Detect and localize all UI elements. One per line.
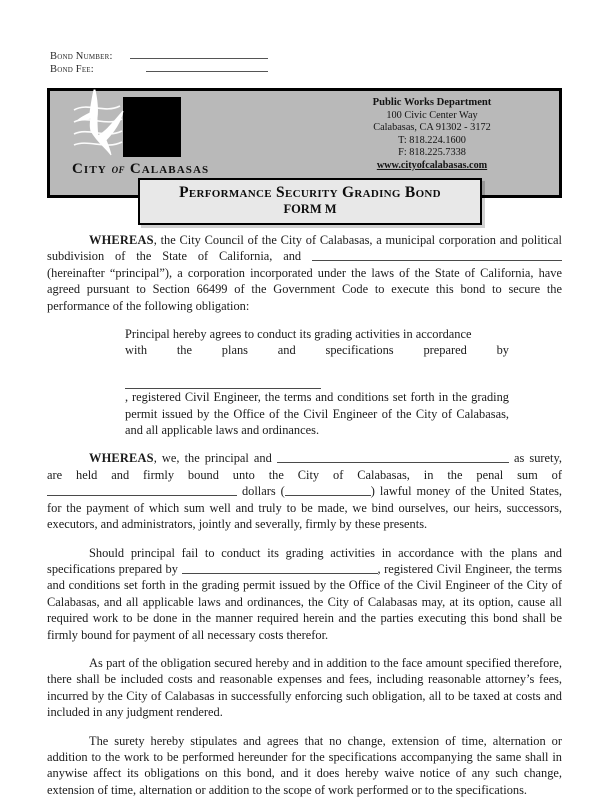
fax-number: F: 818.225.7338 bbox=[398, 147, 466, 159]
surety-name-fill-line[interactable] bbox=[277, 451, 509, 463]
obligation-line-4: and conditions set forth in the grading permit issued by the Office of the Civil Engineer of the City of Calabasas, and all applicable laws and ordinances. bbox=[125, 390, 509, 438]
calabasas-word: Calabasas bbox=[129, 161, 210, 177]
bond-fee-label: Bond Fee: bbox=[50, 64, 94, 75]
penal-sum-figures-fill-line[interactable] bbox=[285, 484, 371, 496]
department-name: Public Works Department bbox=[372, 97, 492, 108]
p2-text-4: ) lawful money of the United States, for the payment of which sum well and truly to be made, we bind ourselves, our heirs, successors, executors, and administrators, jointly and severally, firmly by these presents. bbox=[47, 484, 562, 532]
bond-fee-fill-line[interactable] bbox=[146, 62, 268, 72]
bond-info-block bbox=[50, 49, 350, 75]
paragraph-costs-and-fees: As part of the obligation secured hereby and in addition to the face amount specified therefore, there shall be included costs and reasonable expenses and fees, including reasonable attorney’s fees, incurred by the City of Calabasas in successfully enforcing such obligation, all to be taxed at costs and included in any judgment rendered. bbox=[47, 655, 562, 720]
penal-sum-words-fill-line[interactable] bbox=[47, 484, 237, 496]
city-word: City bbox=[72, 161, 107, 177]
obligation-text bbox=[125, 326, 509, 438]
bond-fee-row bbox=[50, 62, 350, 75]
engineer-name-fill-line-1[interactable] bbox=[125, 375, 321, 389]
engineer-name-fill-line-2[interactable] bbox=[182, 562, 378, 574]
paragraph-should-principal-fail bbox=[47, 545, 562, 643]
city-state-zip: Calabasas, CA 91302 - 3172 bbox=[373, 122, 491, 134]
form-title: Performance Security Grading Bond bbox=[179, 184, 441, 201]
p3-text-1: Should principal fail to conduct its grading activities in accordance with the plans and specifications prepared by bbox=[47, 545, 562, 576]
bond-number-fill-line[interactable] bbox=[130, 49, 268, 59]
form-number: FORM M bbox=[283, 202, 337, 216]
obligation-line-2: with the plans and specifications prepared by bbox=[125, 343, 509, 358]
principal-name-fill-line[interactable] bbox=[312, 249, 562, 261]
website-link[interactable]: www.cityofcalabasas.com bbox=[376, 159, 488, 171]
of-word: of bbox=[111, 162, 125, 176]
form-title-banner bbox=[138, 178, 482, 225]
whereas-lead-2: WHEREAS bbox=[89, 451, 154, 466]
obligation-indent-block bbox=[47, 326, 562, 438]
p1-text-2: (hereinafter “principal”), a corporation incorporated under the laws of the State of California, have agreed pursuant to Section 66499 of the Government Code to execute this bond to secure the performance of the following obligation: bbox=[47, 265, 562, 313]
p2-text-3: dollars ( bbox=[241, 484, 285, 499]
contact-block bbox=[317, 97, 547, 173]
bond-number-row bbox=[50, 49, 350, 62]
p3-text-2: , registered Civil Engineer, the terms and conditions set forth in the grading permit issued by the Office of the Civil Engineer of the City of Calabasas, and all applicable laws and ordinances, the City of Calabasas may, at its option, cause all required work to be done in the manner required herein and the parties executing this bond shall be firmly bound for payment of all necessary costs therefor. bbox=[47, 561, 562, 642]
document-body bbox=[47, 232, 562, 810]
paragraph-whereas-2 bbox=[47, 450, 562, 532]
city-name-wordmark bbox=[72, 161, 209, 178]
phone-number: T: 818.224.1600 bbox=[398, 134, 466, 146]
street-address: 100 Civic Center Way bbox=[386, 109, 478, 121]
paragraph-whereas-1 bbox=[47, 232, 562, 314]
p1-text-1: , the City Council of the City of Calabasas, a municipal corporation and political subdivision of the State of California, and bbox=[47, 233, 562, 264]
obligation-line-1: Principal hereby agrees to conduct its grading activities in accordance bbox=[125, 327, 472, 342]
soaring-bird-logo-icon bbox=[64, 84, 140, 162]
whereas-lead-1: WHEREAS bbox=[89, 233, 154, 247]
paragraph-surety-stipulates: The surety hereby stipulates and agrees that no change, extension of time, alternation or addition to the work to be performed hereunder for the specifications accompanying the same shall in anywise affect its obligations on this bond, and it does hereby waive notice of any such change, extension of time, alternation or addition to the scope of work performed or to the specifications. bbox=[47, 733, 562, 797]
p2-text-1: , we, the principal and bbox=[153, 451, 272, 466]
obligation-line-3: , registered Civil Engineer, the terms bbox=[125, 390, 312, 405]
p2-text-2: as surety, are held and firmly bound unto the City of Calabasas, in the penal sum of bbox=[47, 451, 562, 482]
bond-number-label: Bond Number: bbox=[50, 51, 113, 62]
